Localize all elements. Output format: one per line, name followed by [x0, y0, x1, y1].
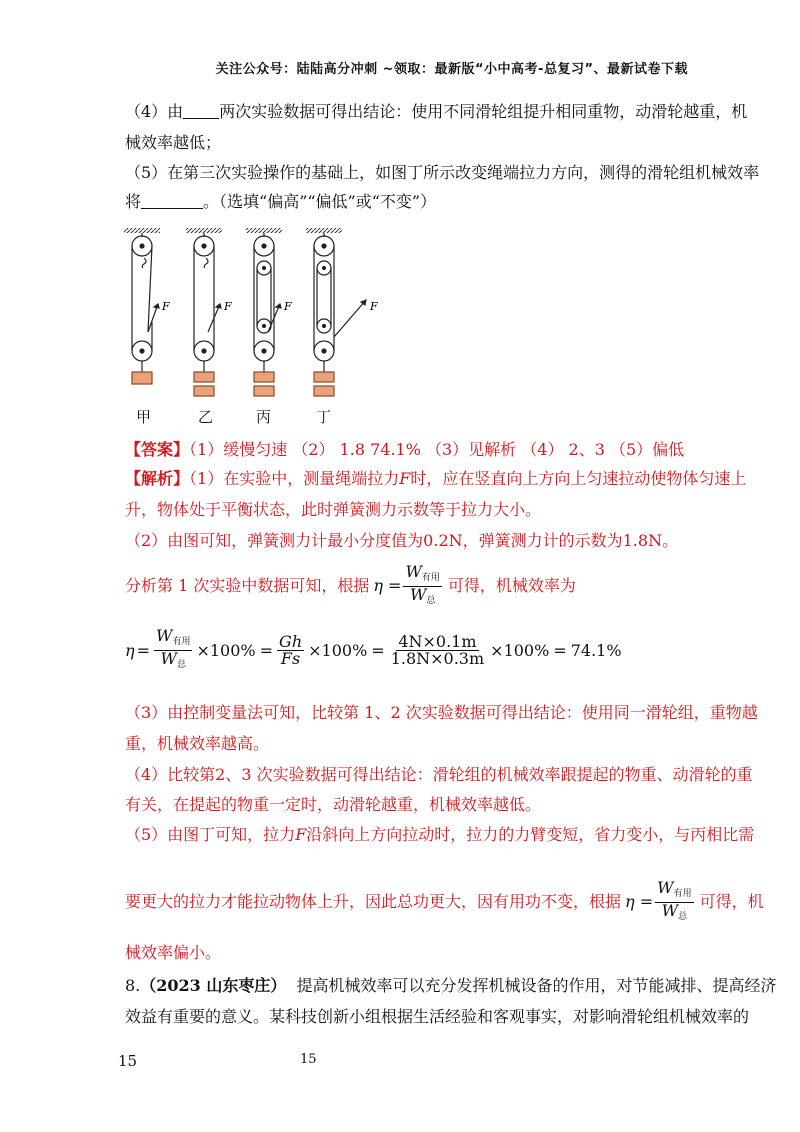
- fraction2-denominator: [660, 900, 689, 925]
- w-total: W: [409, 584, 427, 604]
- analysis-line2: 升，物体处于平衡状态，此时弹簧测力示数等于拉力大小。: [125, 500, 542, 519]
- w-useful-2: W: [657, 877, 674, 897]
- q8-source: （2023 山东枣庄）: [140, 976, 287, 995]
- analysis-line1: [125, 469, 746, 489]
- efficiency-fraction: [403, 561, 441, 609]
- force-label-ding: F: [370, 300, 378, 313]
- analysis-l9a: （5）由图丁可知，拉力: [125, 825, 296, 844]
- sub-total: 总: [426, 595, 436, 606]
- force-label-bing: F: [284, 300, 292, 313]
- analysis-line7: （4）比较第2、3 次实验数据可得出结论：滑轮组的机械效率跟提起的物重、动滑轮的重: [125, 765, 753, 784]
- q8-number: 8.: [125, 976, 141, 995]
- pulley-setup-ding: [306, 228, 366, 396]
- figure-label-bing: 丙: [256, 408, 272, 426]
- calc-den: 1.8N×0.3m: [390, 649, 485, 668]
- analysis-line9: [125, 825, 754, 845]
- answer-label: 【答案】: [125, 440, 190, 459]
- q5-post: 。（选填“偏高”“偏低”或“不变”）: [203, 192, 437, 211]
- pulley-setup-jia: [124, 228, 160, 384]
- calc-sub-useful: 有用: [172, 637, 191, 647]
- footer-page-left: 15: [118, 1052, 138, 1070]
- calc-eta: η: [125, 641, 135, 660]
- calc-eq3: =: [371, 641, 385, 660]
- sub-useful-2: 有用: [673, 888, 692, 899]
- calc-frac-ghfs: [277, 634, 304, 667]
- q8-l1: 提高机械效率可以充分发挥机械设备的作用，对节能减排、提高经济: [296, 976, 777, 995]
- calc-frac-w-num: [154, 628, 192, 651]
- analysis-l9b: 沿斜向上方向拉动时，拉力的力臂变短，省力变小，与丙相比需: [306, 825, 755, 844]
- calc-percent2: ×100%: [308, 641, 368, 660]
- analysis-line3: （2）由图可知，弹簧测力计最小分度值为0.2N，弹簧测力计的示数为1.8N。: [125, 531, 679, 550]
- analysis-l10a: 要更大的拉力才能拉动物体上升，因此总功更大，因有用功不变，根据: [125, 892, 622, 911]
- analysis-line5: （3）由控制变量法可知，比较第 1、2 次实验数据可得出结论：使用同一滑轮组，重物越: [125, 703, 758, 722]
- calc-frac-w-den: [159, 651, 188, 673]
- pulley-setup-bing: [246, 228, 282, 396]
- calc-percent1: ×100%: [196, 641, 256, 660]
- calc-w-useful: W: [156, 626, 173, 645]
- calc-fs: Fs: [280, 649, 301, 668]
- calc-gh: Gh: [279, 632, 303, 651]
- pulley-figure: [118, 222, 398, 422]
- efficiency-formula: η = $\frac{W_{有用}}{W_总}$: [373, 564, 444, 609]
- figure-label-jia: 甲: [136, 408, 152, 426]
- calc-w-total: W: [160, 649, 177, 668]
- w-total-2: W: [661, 900, 679, 920]
- analysis-l1b: 时，应在竖直向上方向上匀速拉动使物体匀速上: [410, 469, 747, 488]
- efficiency-formula-2: η = $\frac{W_{有用}}{W_总}$: [625, 880, 696, 925]
- calc-num: 4N×0.1m: [398, 632, 477, 651]
- q5-blank: [141, 192, 203, 209]
- fraction-denominator: [408, 584, 437, 609]
- figure-label-ding: 丁: [316, 408, 332, 426]
- q4-pre: （4）由: [125, 102, 184, 121]
- answer-text: （1）缓慢匀速 （2） 1.8 74.1% （3）见解析 （4） 2、3 （5）偏低: [189, 440, 685, 459]
- answer-line: [125, 440, 684, 460]
- force-label-jia: F: [162, 300, 170, 313]
- analysis-line10: [125, 877, 764, 922]
- analysis-l1-F: F: [399, 469, 411, 488]
- q5-line2: [125, 192, 436, 212]
- q4-post: 两次实验数据可得出结论：使用不同滑轮组提升相同重物，动滑轮越重，机: [219, 102, 748, 121]
- page-header: 关注公众号：陆陆高分冲刺 ~领取：最新版“小中高考-总复习”、最新试卷下载: [215, 62, 688, 77]
- analysis-l4a: 分析第 1 次实验中数据可知，根据: [125, 576, 370, 595]
- calc-frac-w: [154, 628, 192, 673]
- analysis-label: 【解析】: [125, 469, 190, 488]
- calc-eq4: =: [553, 641, 567, 660]
- analysis-line8: 有关，在提起的物重一定时，动滑轮越重，机械效率越低。: [125, 795, 542, 814]
- analysis-l9-F: F: [295, 825, 307, 844]
- sub-useful: 有用: [421, 572, 440, 583]
- q4-line1: [125, 102, 747, 122]
- q5-pre: 将: [125, 192, 142, 211]
- q8-line1: [125, 976, 777, 996]
- calc-eq1: =: [136, 641, 150, 660]
- calc-result: 74.1%: [570, 641, 622, 660]
- eta-symbol: η: [373, 576, 383, 595]
- calc-eq2: =: [259, 641, 274, 660]
- fraction-numerator: [403, 561, 441, 587]
- force-label-yi: F: [224, 300, 232, 313]
- figure-label-yi: 乙: [198, 408, 214, 426]
- footer-page-center: 15: [300, 1052, 317, 1067]
- sub-total-2: 总: [678, 911, 688, 922]
- analysis-l4b: 可得，机械效率为: [447, 576, 576, 595]
- pulley-setup-yi: [186, 228, 222, 396]
- calc-percent3: ×100%: [490, 641, 550, 660]
- fraction2-numerator: [655, 877, 693, 903]
- analysis-line6: 重，机械效率越高。: [125, 734, 270, 753]
- analysis-l10b: 可得，机: [699, 892, 764, 911]
- analysis-line11: 械效率偏小。: [125, 943, 222, 962]
- efficiency-fraction-2: [655, 877, 693, 925]
- q4-blank: [183, 102, 219, 119]
- efficiency-calculation: [125, 628, 624, 673]
- calc-sub-total: 总: [176, 660, 186, 670]
- q8-line2: 效益有重要的意义。某科技创新小组根据生活经验和客观事实，对影响滑轮组机械效率的: [125, 1007, 750, 1026]
- analysis-l1a: （1）在实验中，测量绳端拉力: [189, 469, 400, 488]
- q4-line2: 械效率越低；: [125, 133, 222, 152]
- calc-frac-numbers: [389, 634, 486, 667]
- eta-symbol-2: η: [625, 892, 635, 911]
- analysis-line4: [125, 561, 576, 606]
- q5-line1: （5）在第三次实验操作的基础上，如图丁所示改变绳端拉力方向，测得的滑轮组机械效率: [125, 163, 760, 182]
- w-useful: W: [405, 561, 422, 581]
